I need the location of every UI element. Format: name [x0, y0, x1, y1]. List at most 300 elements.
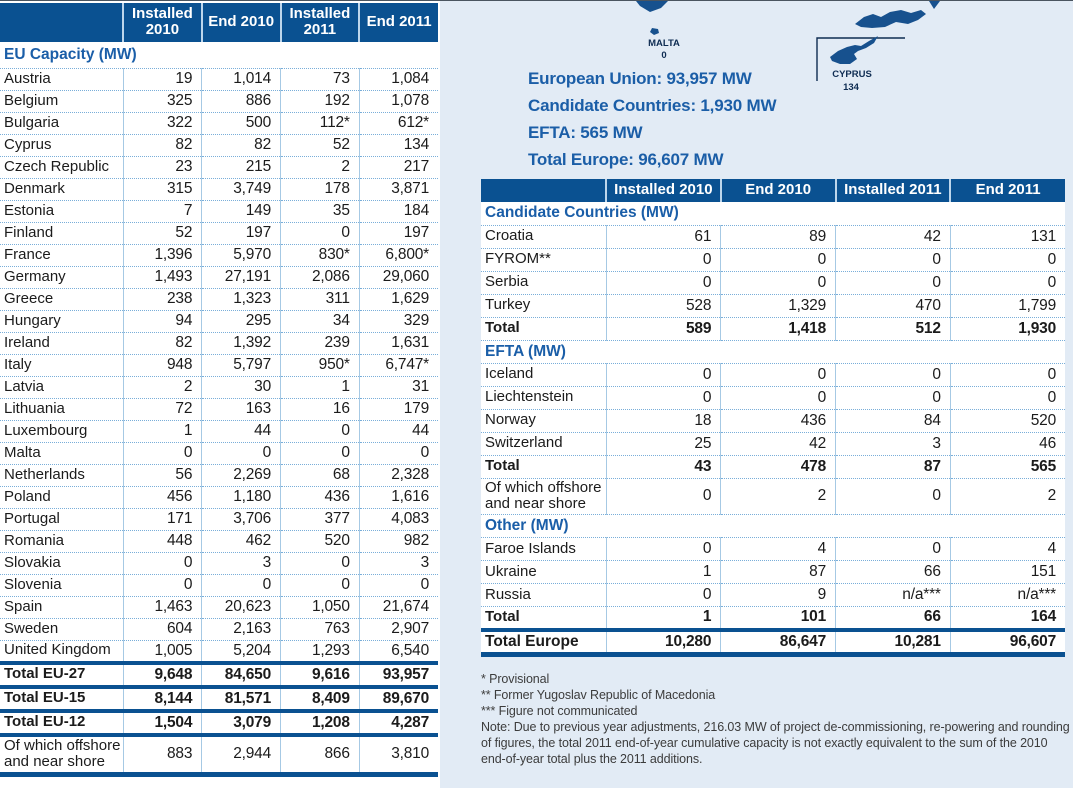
- cell-value: 42: [721, 432, 836, 455]
- cell-value: 16: [281, 398, 360, 420]
- row-label: Total EU-12: [0, 711, 123, 735]
- row-label: Total Europe: [481, 630, 606, 655]
- cell-value: 149: [202, 200, 281, 222]
- row-label: Belgium: [0, 90, 123, 112]
- table-row: [0, 464, 438, 486]
- cell-value: 2,944: [202, 735, 281, 775]
- cell-value: 982: [359, 530, 438, 552]
- footnotes: [481, 671, 1073, 767]
- cell-value: 0: [606, 271, 721, 294]
- row-label: Ukraine: [481, 561, 606, 584]
- summary-line-candidate: Candidate Countries: 1,930 MW: [528, 96, 777, 115]
- cell-value: 1,050: [281, 596, 360, 618]
- summary-line-total-europe: Total Europe: 96,607 MW: [528, 150, 724, 169]
- section-header: Other (MW): [481, 515, 1065, 538]
- table-row: [0, 42, 438, 68]
- table-row: [0, 530, 438, 552]
- malta-map-value: 0: [661, 50, 667, 61]
- cell-value: 0: [950, 386, 1065, 409]
- section-header: EU Capacity (MW): [0, 42, 438, 68]
- row-label: Total EU-27: [0, 663, 123, 687]
- cell-value: 329: [359, 310, 438, 332]
- cell-value: 0: [606, 478, 721, 515]
- table-row: [0, 178, 438, 200]
- cell-value: 84: [836, 409, 951, 432]
- cell-value: 101: [721, 607, 836, 630]
- cell-value: 23: [123, 156, 202, 178]
- cyprus-map-label: CYPRUS: [832, 69, 872, 80]
- cell-value: 0: [123, 442, 202, 464]
- cell-value: 1,392: [202, 332, 281, 354]
- table-row: [0, 244, 438, 266]
- cell-value: 1,293: [281, 640, 360, 663]
- table-row: [0, 711, 438, 735]
- column-header: End 2011: [950, 179, 1065, 202]
- cell-value: 0: [836, 363, 951, 386]
- cell-value: 82: [202, 134, 281, 156]
- cell-value: 151: [950, 561, 1065, 584]
- table-row: [0, 376, 438, 398]
- table-row: [0, 398, 438, 420]
- row-label: Finland: [0, 222, 123, 244]
- cell-value: 322: [123, 112, 202, 134]
- table-row: [481, 515, 1065, 538]
- cell-value: 9,616: [281, 663, 360, 687]
- cell-value: 0: [281, 420, 360, 442]
- cell-value: 3: [836, 432, 951, 455]
- cell-value: 6,747*: [359, 354, 438, 376]
- table-row: [0, 574, 438, 596]
- row-label: Spain: [0, 596, 123, 618]
- cell-value: 30: [202, 376, 281, 398]
- cell-value: 1,208: [281, 711, 360, 735]
- row-label: Ireland: [0, 332, 123, 354]
- crete-island-shape: [855, 10, 926, 28]
- cell-value: 1,616: [359, 486, 438, 508]
- cell-value: 0: [202, 442, 281, 464]
- cell-value: 10,281: [836, 630, 951, 655]
- footnote-fyrom: ** Former Yugoslav Republic of Macedonia: [481, 687, 716, 702]
- cell-value: 886: [202, 90, 281, 112]
- sicily-tip-shape: [636, 1, 668, 12]
- cell-value: 5,970: [202, 244, 281, 266]
- cell-value: 184: [359, 200, 438, 222]
- cell-value: 197: [202, 222, 281, 244]
- cell-value: 3: [359, 552, 438, 574]
- row-label: Portugal: [0, 508, 123, 530]
- cell-value: 1,005: [123, 640, 202, 663]
- column-header-blank: [481, 179, 606, 202]
- cell-value: 0: [606, 386, 721, 409]
- table-row: [481, 538, 1065, 561]
- cell-value: 3,871: [359, 178, 438, 200]
- rhodes-island-shape: [929, 1, 940, 9]
- row-label: Austria: [0, 68, 123, 90]
- cell-value: 0: [281, 574, 360, 596]
- cell-value: 565: [950, 455, 1065, 478]
- cell-value: 0: [721, 386, 836, 409]
- cell-value: 1,631: [359, 332, 438, 354]
- cell-value: 7: [123, 200, 202, 222]
- cell-value: 0: [836, 538, 951, 561]
- cell-value: 164: [950, 607, 1065, 630]
- row-label: Of which offshore and near shore: [0, 735, 123, 775]
- cell-value: 8,409: [281, 687, 360, 711]
- cell-value: 44: [359, 420, 438, 442]
- cell-value: 42: [836, 225, 951, 248]
- table-row: [481, 317, 1065, 340]
- cell-value: 948: [123, 354, 202, 376]
- column-header: Installed 2010: [123, 3, 202, 42]
- cell-value: 4: [721, 538, 836, 561]
- table-row: [0, 200, 438, 222]
- table-row: [0, 288, 438, 310]
- cell-value: 5,204: [202, 640, 281, 663]
- column-header: End 2010: [202, 3, 281, 42]
- row-label: Sweden: [0, 618, 123, 640]
- cell-value: 0: [281, 552, 360, 574]
- section-header: Candidate Countries (MW): [481, 202, 1065, 225]
- cell-value: 0: [836, 248, 951, 271]
- cell-value: 2: [950, 478, 1065, 515]
- cell-value: 0: [281, 442, 360, 464]
- cell-value: 73: [281, 68, 360, 90]
- row-label: Lithuania: [0, 398, 123, 420]
- summary-line-efta: EFTA: 565 MW: [528, 123, 643, 142]
- cell-value: 52: [281, 134, 360, 156]
- table-row: [481, 478, 1065, 515]
- cyprus-map-value: 134: [843, 82, 859, 93]
- row-label: Switzerland: [481, 432, 606, 455]
- cell-value: 2: [281, 156, 360, 178]
- cell-value: 1,504: [123, 711, 202, 735]
- cell-value: 2,086: [281, 266, 360, 288]
- table-row: [0, 134, 438, 156]
- cell-value: 29,060: [359, 266, 438, 288]
- cell-value: 0: [721, 248, 836, 271]
- cell-value: 8,144: [123, 687, 202, 711]
- non-eu-capacity-table: [481, 179, 1065, 657]
- cell-value: 68: [281, 464, 360, 486]
- cell-value: 1,078: [359, 90, 438, 112]
- cell-value: 3,749: [202, 178, 281, 200]
- row-label: Slovakia: [0, 552, 123, 574]
- cell-value: 1,014: [202, 68, 281, 90]
- footnote-not-communicated: *** Figure not communicated: [481, 703, 638, 718]
- cell-value: 1,799: [950, 294, 1065, 317]
- row-label: France: [0, 244, 123, 266]
- cell-value: 0: [721, 363, 836, 386]
- table-row: [481, 225, 1065, 248]
- cell-value: 589: [606, 317, 721, 340]
- row-label: Liechtenstein: [481, 386, 606, 409]
- cell-value: 311: [281, 288, 360, 310]
- table-row: [0, 90, 438, 112]
- cell-value: 96,607: [950, 630, 1065, 655]
- cell-value: 0: [281, 222, 360, 244]
- cell-value: 604: [123, 618, 202, 640]
- cell-value: 56: [123, 464, 202, 486]
- row-label: United Kingdom: [0, 640, 123, 663]
- row-label: Bulgaria: [0, 112, 123, 134]
- row-label: Czech Republic: [0, 156, 123, 178]
- row-label: Serbia: [481, 271, 606, 294]
- cell-value: 2,328: [359, 464, 438, 486]
- cell-value: 217: [359, 156, 438, 178]
- row-label: Denmark: [0, 178, 123, 200]
- cell-value: 0: [202, 574, 281, 596]
- cell-value: 3: [202, 552, 281, 574]
- cell-value: 512: [836, 317, 951, 340]
- cell-value: 520: [281, 530, 360, 552]
- cell-value: 31: [359, 376, 438, 398]
- cell-value: 866: [281, 735, 360, 775]
- table-row: [481, 386, 1065, 409]
- cell-value: 6,540: [359, 640, 438, 663]
- cell-value: 4: [950, 538, 1065, 561]
- row-label: Malta: [0, 442, 123, 464]
- column-header: Installed 2010: [606, 179, 721, 202]
- cell-value: 1: [606, 561, 721, 584]
- table-row: [0, 354, 438, 376]
- table-row: [481, 271, 1065, 294]
- cell-value: 0: [606, 584, 721, 607]
- row-label: Of which offshore and near shore: [481, 478, 606, 515]
- cell-value: 315: [123, 178, 202, 200]
- cell-value: n/a***: [950, 584, 1065, 607]
- cell-value: 82: [123, 332, 202, 354]
- cell-value: 61: [606, 225, 721, 248]
- table-row: [481, 363, 1065, 386]
- table-row: [481, 409, 1065, 432]
- cell-value: 18: [606, 409, 721, 432]
- row-label: Total: [481, 455, 606, 478]
- cell-value: 84,650: [202, 663, 281, 687]
- cell-value: 94: [123, 310, 202, 332]
- cell-value: 462: [202, 530, 281, 552]
- cell-value: 1,418: [721, 317, 836, 340]
- cell-value: 0: [950, 271, 1065, 294]
- row-label: Poland: [0, 486, 123, 508]
- row-label: Italy: [0, 354, 123, 376]
- cell-value: 0: [950, 248, 1065, 271]
- cell-value: 950*: [281, 354, 360, 376]
- table-row: [0, 68, 438, 90]
- cell-value: 3,810: [359, 735, 438, 775]
- cell-value: 25: [606, 432, 721, 455]
- row-label: FYROM**: [481, 248, 606, 271]
- cell-value: 470: [836, 294, 951, 317]
- cell-value: 295: [202, 310, 281, 332]
- cell-value: 4,287: [359, 711, 438, 735]
- cell-value: 131: [950, 225, 1065, 248]
- cell-value: 43: [606, 455, 721, 478]
- row-label: Estonia: [0, 200, 123, 222]
- table-row: [0, 687, 438, 711]
- cell-value: 46: [950, 432, 1065, 455]
- cell-value: 9,648: [123, 663, 202, 687]
- cell-value: 1,396: [123, 244, 202, 266]
- malta-map-label: MALTA: [648, 38, 680, 49]
- column-header: End 2011: [359, 3, 438, 42]
- eu-capacity-table: [0, 3, 438, 777]
- cell-value: 72: [123, 398, 202, 420]
- cell-value: 0: [950, 363, 1065, 386]
- footnote-note: Note: Due to previous year adjustments, 216.03 MW of project de-commissioning, re-powering and rounding of figures, the total 2011 end-of-year cumulative capacity is not exactly equivalent to the sum of the 2010 end-of-year total plus the 2011 additions.: [481, 719, 1070, 766]
- cell-value: 478: [721, 455, 836, 478]
- row-label: Luxembourg: [0, 420, 123, 442]
- cell-value: 0: [721, 271, 836, 294]
- capacity-summary: [528, 65, 776, 173]
- table-row: [0, 486, 438, 508]
- cell-value: 2,163: [202, 618, 281, 640]
- cell-value: 0: [836, 386, 951, 409]
- table-row: [0, 310, 438, 332]
- cell-value: 19: [123, 68, 202, 90]
- cell-value: 456: [123, 486, 202, 508]
- cell-value: 448: [123, 530, 202, 552]
- cell-value: 66: [836, 607, 951, 630]
- row-label: Total: [481, 317, 606, 340]
- cell-value: 0: [836, 271, 951, 294]
- table-row: [0, 112, 438, 134]
- table-row: [0, 266, 438, 288]
- malta-island-shape: [650, 28, 659, 35]
- table-row: [0, 222, 438, 244]
- row-label: Total: [481, 607, 606, 630]
- cell-value: 1,463: [123, 596, 202, 618]
- cell-value: 81,571: [202, 687, 281, 711]
- table-row: [0, 508, 438, 530]
- cell-value: 0: [359, 574, 438, 596]
- cell-value: 325: [123, 90, 202, 112]
- row-label: Romania: [0, 530, 123, 552]
- table-row: [0, 640, 438, 663]
- header-row: [481, 179, 1065, 202]
- cell-value: 612*: [359, 112, 438, 134]
- table-row: [0, 552, 438, 574]
- row-label: Latvia: [0, 376, 123, 398]
- cell-value: 44: [202, 420, 281, 442]
- row-label: Hungary: [0, 310, 123, 332]
- cell-value: 27,191: [202, 266, 281, 288]
- cell-value: 2,907: [359, 618, 438, 640]
- table-row: [481, 561, 1065, 584]
- row-label: Iceland: [481, 363, 606, 386]
- table-row: [0, 156, 438, 178]
- cell-value: 66: [836, 561, 951, 584]
- cell-value: 10,280: [606, 630, 721, 655]
- cell-value: 20,623: [202, 596, 281, 618]
- cell-value: 0: [123, 574, 202, 596]
- cell-value: 0: [123, 552, 202, 574]
- table-row: [481, 455, 1065, 478]
- header-row: [0, 3, 438, 42]
- column-header: End 2010: [721, 179, 836, 202]
- cell-value: 3,706: [202, 508, 281, 530]
- column-header: Installed 2011: [836, 179, 951, 202]
- cell-value: 500: [202, 112, 281, 134]
- table-row: [0, 596, 438, 618]
- cell-value: 6,800*: [359, 244, 438, 266]
- cell-value: 1,329: [721, 294, 836, 317]
- cell-value: 134: [359, 134, 438, 156]
- row-label: Turkey: [481, 294, 606, 317]
- row-label: Faroe Islands: [481, 538, 606, 561]
- cell-value: 0: [606, 363, 721, 386]
- table-row: [0, 663, 438, 687]
- cell-value: 0: [606, 538, 721, 561]
- footnote-provisional: * Provisional: [481, 671, 550, 686]
- cell-value: 4,083: [359, 508, 438, 530]
- cell-value: 2: [123, 376, 202, 398]
- cell-value: 34: [281, 310, 360, 332]
- cell-value: 1,629: [359, 288, 438, 310]
- table-row: [481, 340, 1065, 363]
- cell-value: 82: [123, 134, 202, 156]
- row-label: Total EU-15: [0, 687, 123, 711]
- column-header-blank: [0, 3, 123, 42]
- cell-value: 9: [721, 584, 836, 607]
- table-row: [0, 442, 438, 464]
- table-row: [0, 735, 438, 775]
- summary-line-eu: European Union: 93,957 MW: [528, 69, 752, 88]
- cell-value: 87: [836, 455, 951, 478]
- row-label: Russia: [481, 584, 606, 607]
- cell-value: 1: [281, 376, 360, 398]
- cell-value: 5,797: [202, 354, 281, 376]
- row-label: Cyprus: [0, 134, 123, 156]
- cell-value: 171: [123, 508, 202, 530]
- cell-value: 830*: [281, 244, 360, 266]
- cell-value: 86,647: [721, 630, 836, 655]
- cell-value: 1: [606, 607, 721, 630]
- cell-value: 2: [721, 478, 836, 515]
- cell-value: 93,957: [359, 663, 438, 687]
- cell-value: 21,674: [359, 596, 438, 618]
- cell-value: 1,180: [202, 486, 281, 508]
- cell-value: 1,084: [359, 68, 438, 90]
- table-row: [481, 202, 1065, 225]
- cell-value: 179: [359, 398, 438, 420]
- table-row: [481, 294, 1065, 317]
- cell-value: 2,269: [202, 464, 281, 486]
- cell-value: 87: [721, 561, 836, 584]
- cell-value: 0: [359, 442, 438, 464]
- cell-value: 1,323: [202, 288, 281, 310]
- cell-value: 1: [123, 420, 202, 442]
- non-eu-panel: [440, 1, 1073, 788]
- cell-value: 178: [281, 178, 360, 200]
- cell-value: 215: [202, 156, 281, 178]
- cell-value: 763: [281, 618, 360, 640]
- table-row: [0, 420, 438, 442]
- section-header: EFTA (MW): [481, 340, 1065, 363]
- cell-value: 3,079: [202, 711, 281, 735]
- cell-value: 239: [281, 332, 360, 354]
- cell-value: 35: [281, 200, 360, 222]
- cell-value: 163: [202, 398, 281, 420]
- table-row: [481, 584, 1065, 607]
- cell-value: 0: [606, 248, 721, 271]
- cell-value: 520: [950, 409, 1065, 432]
- cyprus-island-shape: [830, 36, 878, 64]
- cell-value: 528: [606, 294, 721, 317]
- table-row: [481, 248, 1065, 271]
- cell-value: 1,930: [950, 317, 1065, 340]
- table-row: [481, 607, 1065, 630]
- row-label: Croatia: [481, 225, 606, 248]
